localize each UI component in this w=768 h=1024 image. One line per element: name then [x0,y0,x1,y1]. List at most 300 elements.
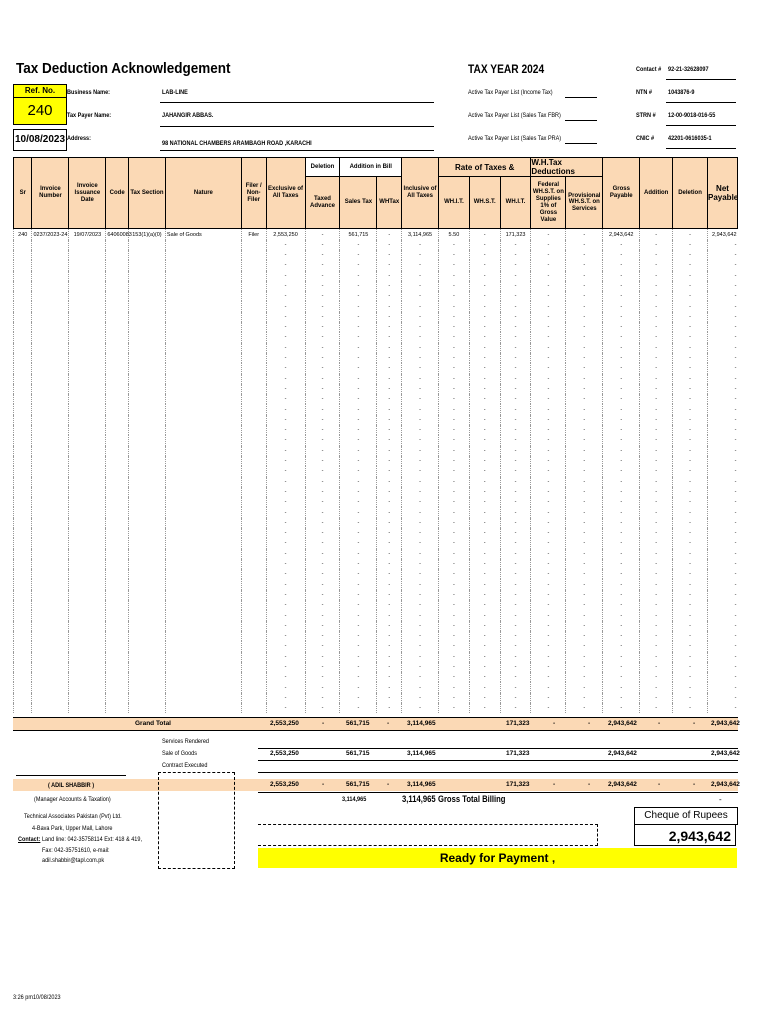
cell: - [673,229,708,240]
cell: - [469,322,500,332]
ntn-number: 1043876-9 [668,89,695,96]
cell: - [603,672,640,682]
col-sr: Sr [14,158,32,229]
cell: - [603,456,640,466]
contact-number: 92-21-32628097 [668,66,709,73]
cell: 5.50 [439,229,470,240]
cell: - [708,559,738,569]
summary-line [258,792,738,793]
cell: - [305,404,340,414]
cell [106,394,129,404]
cell: 561,715 [340,229,377,240]
cell: - [469,301,500,311]
cell: - [531,538,566,548]
cell [128,507,165,517]
cell: - [531,250,566,260]
cell [165,404,241,414]
cell [32,631,69,641]
cell [106,693,129,703]
active-sales-fbr: Active Tax Payer List (Sales Tax FBR) [468,112,561,119]
ntn-label: NTN # [636,89,652,96]
cell: - [566,425,603,435]
cell [165,559,241,569]
cell [165,384,241,394]
stamp-box [158,772,235,869]
cell [69,631,106,641]
cell [241,621,266,631]
cell: - [708,332,738,342]
cell: - [402,404,439,414]
cell: - [673,353,708,363]
cell [69,332,106,342]
cell [165,703,241,713]
cell: - [673,404,708,414]
cell: - [603,538,640,548]
contract-line [258,772,738,773]
table-body [14,229,738,713]
cell: - [305,240,340,250]
cell: - [708,425,738,435]
cell [106,528,129,538]
cell: - [266,672,305,682]
cell: - [500,682,531,692]
cell: - [566,322,603,332]
cell [69,301,106,311]
table-row [14,507,738,517]
cell: - [439,507,470,517]
cell [14,590,32,600]
cell: - [266,600,305,610]
cell [32,301,69,311]
grand-total-label: Grand Total [135,720,171,727]
table-row [14,579,738,589]
cell: - [603,641,640,651]
cell: - [305,682,340,692]
cell: - [640,446,673,456]
cell [14,600,32,610]
cell: - [708,415,738,425]
cell: - [673,497,708,507]
summary-provisional: - [588,781,591,788]
cell [128,250,165,260]
col-exclusive: Exclusive of All Taxes [266,158,305,229]
cell: - [439,466,470,476]
cell [14,693,32,703]
cell: - [469,229,500,240]
cell [241,456,266,466]
cell [106,240,129,250]
cell: - [305,291,340,301]
cell [14,507,32,517]
table-row [14,374,738,384]
cell: - [673,281,708,291]
cell [14,446,32,456]
cell: - [640,559,673,569]
cell: - [708,271,738,281]
cell: - [640,610,673,620]
cell [69,394,106,404]
cell: - [708,590,738,600]
cell: - [673,312,708,322]
cell [32,528,69,538]
cell: - [500,415,531,425]
cell: - [402,610,439,620]
cell [69,693,106,703]
cell [69,425,106,435]
cell: 0237/2023-24 [32,229,69,240]
cell: - [377,641,402,651]
cell: - [603,549,640,559]
cell: - [500,240,531,250]
cell: - [469,652,500,662]
cell: - [469,456,500,466]
cell: - [340,250,377,260]
cell: - [640,394,673,404]
payment-dash-edge [597,824,598,846]
cell: - [402,291,439,301]
cell: - [640,579,673,589]
cell: - [402,487,439,497]
cell [32,466,69,476]
cell: - [402,703,439,713]
address-line [160,150,434,151]
cell: - [469,528,500,538]
deduction-table [13,157,738,713]
cell [14,528,32,538]
cell: - [640,456,673,466]
table-row [14,425,738,435]
cell: - [402,312,439,322]
cell: - [439,528,470,538]
cell [241,281,266,291]
cell: - [340,456,377,466]
cell: - [340,312,377,322]
table-row [14,693,738,703]
table-row [14,600,738,610]
cell: - [640,250,673,260]
cell: - [531,343,566,353]
cell: - [469,569,500,579]
cell: - [531,631,566,641]
cnic-line [666,148,736,149]
cell: - [500,579,531,589]
strn-line [666,125,736,126]
col-provisional-whst: Provisional WH.S.T. on Services [566,177,603,229]
active-sales-pra: Active Tax Payer List (Sales Tax PRA) [468,135,562,142]
cell [32,415,69,425]
cell [14,240,32,250]
cell: - [377,384,402,394]
cell: - [640,652,673,662]
cell: - [673,301,708,311]
cell: - [340,425,377,435]
table-row [14,250,738,260]
cell: - [266,312,305,322]
cell: - [305,487,340,497]
cell [14,384,32,394]
table-row [14,446,738,456]
cell: - [340,466,377,476]
cell [106,641,129,651]
table-row [14,322,738,332]
address-label: Address: [67,135,91,142]
cell [69,507,106,517]
cell: - [305,600,340,610]
cell: - [640,281,673,291]
cell [32,672,69,682]
cell: - [708,652,738,662]
cell: - [305,374,340,384]
cell: - [566,456,603,466]
cell: - [531,260,566,270]
cell: - [305,569,340,579]
cell: - [531,363,566,373]
cell [128,425,165,435]
cell [128,260,165,270]
cell: - [603,662,640,672]
page-title: Tax Deduction Acknowledgement [16,60,231,77]
col-deletion: Deletion [673,158,708,229]
cell [14,703,32,713]
cell: 2,943,642 [708,229,738,240]
cell [106,404,129,414]
cell: - [640,435,673,445]
cell: - [673,384,708,394]
cell: - [640,260,673,270]
cell [69,497,106,507]
cell [241,250,266,260]
cell [106,682,129,692]
cell: - [708,322,738,332]
cell: - [603,374,640,384]
cell: - [603,507,640,517]
cell [106,703,129,713]
payment-dash-line-1 [258,824,598,825]
cell [106,477,129,487]
cell: - [708,497,738,507]
cell: - [531,549,566,559]
cell: - [377,507,402,517]
cell: - [469,672,500,682]
cell: - [340,487,377,497]
cell: - [531,569,566,579]
goods-sales-tax: 561,715 [346,750,370,757]
cell: - [305,590,340,600]
cell: - [439,477,470,487]
cell [241,415,266,425]
cell [32,590,69,600]
cell: - [640,343,673,353]
cell: - [708,435,738,445]
cell: - [566,435,603,445]
grand-total-row [13,717,738,731]
cell: - [500,301,531,311]
cell: - [640,322,673,332]
cell [32,579,69,589]
table-row [14,487,738,497]
cell [14,610,32,620]
cell [14,672,32,682]
cell: - [305,518,340,528]
cell: - [566,240,603,250]
cell: - [603,621,640,631]
cell: - [377,487,402,497]
cell [32,600,69,610]
cell: - [402,477,439,487]
cell: - [603,281,640,291]
cell: - [566,301,603,311]
cell [241,652,266,662]
cell: - [377,394,402,404]
cell: - [673,682,708,692]
summary-taxed-advance: - [322,781,325,788]
cell [69,343,106,353]
table-row [14,271,738,281]
cell: - [439,281,470,291]
cell: - [340,404,377,414]
date-box: 10/08/2023 [13,129,67,151]
cell: - [531,559,566,569]
cell [241,477,266,487]
business-name-line [160,102,434,103]
cell: - [305,394,340,404]
col-taxed-advance: Taxed Advance [305,177,340,229]
strn-number: 12-00-9018-016-55 [668,112,716,119]
cell: - [439,590,470,600]
table-row [14,466,738,476]
cell: - [469,590,500,600]
cell [128,456,165,466]
grand-taxed-advance: - [322,720,325,727]
cell [32,559,69,569]
cell: - [439,559,470,569]
cell: - [603,528,640,538]
cell [32,425,69,435]
cell: - [469,404,500,414]
cell: - [500,621,531,631]
cell: - [531,291,566,301]
cell [32,507,69,517]
cell: - [340,301,377,311]
cell: - [640,332,673,342]
cell: - [266,332,305,342]
cell: - [340,374,377,384]
cell [241,343,266,353]
cell [69,240,106,250]
summary-whit: 171,323 [506,781,530,788]
cell: - [305,579,340,589]
summary-gross: 2,943,642 [608,781,637,788]
cell [241,703,266,713]
table-row [14,682,738,692]
cell: - [266,435,305,445]
cell: - [469,312,500,322]
cell: - [266,404,305,414]
cell [128,538,165,548]
cell [14,404,32,414]
grand-federal: - [553,720,556,727]
cell [165,374,241,384]
cell: - [305,312,340,322]
cell: - [266,343,305,353]
table-row [14,662,738,672]
cell: - [377,528,402,538]
cell [128,394,165,404]
table-row [14,631,738,641]
cell [69,569,106,579]
cell [128,446,165,456]
cell: - [305,528,340,538]
cell [165,662,241,672]
cell [165,600,241,610]
cell [106,631,129,641]
cell: - [673,579,708,589]
cell: - [531,271,566,281]
cell: - [603,487,640,497]
cell: - [402,559,439,569]
cell: - [305,384,340,394]
summary-total-row [13,779,738,791]
cell: - [305,621,340,631]
cell [14,569,32,579]
cell: - [566,600,603,610]
cell: - [603,652,640,662]
cell: - [640,291,673,301]
col-invoice-number: Invoice Number [32,158,69,229]
cell [14,518,32,528]
cell: - [439,652,470,662]
cell: - [640,271,673,281]
cell: - [266,281,305,291]
company-contact [18,836,142,843]
cell: - [469,363,500,373]
cell: - [377,600,402,610]
cell: - [340,518,377,528]
cell: - [377,374,402,384]
cell: - [377,435,402,445]
grand-sales-tax: 561,715 [346,720,370,727]
cell [128,477,165,487]
cell: - [603,497,640,507]
cell [165,487,241,497]
summary-whtax: - [387,781,390,788]
cell: - [603,291,640,301]
table-row [14,559,738,569]
cell: - [566,415,603,425]
cell: - [340,477,377,487]
cell [106,559,129,569]
cell: - [640,240,673,250]
cell: - [708,363,738,373]
cell [69,600,106,610]
cell: - [603,600,640,610]
cell: - [377,446,402,456]
cell: - [708,579,738,589]
cell: - [708,291,738,301]
cell: - [500,250,531,260]
cell: - [500,610,531,620]
cell: - [531,415,566,425]
cell: - [439,703,470,713]
cell: - [531,394,566,404]
cell [128,610,165,620]
cell: - [673,641,708,651]
cell [128,703,165,713]
cell: - [340,415,377,425]
cheque-label: Cheque of Rupees [634,807,738,825]
cell: - [305,343,340,353]
cell: - [305,353,340,363]
